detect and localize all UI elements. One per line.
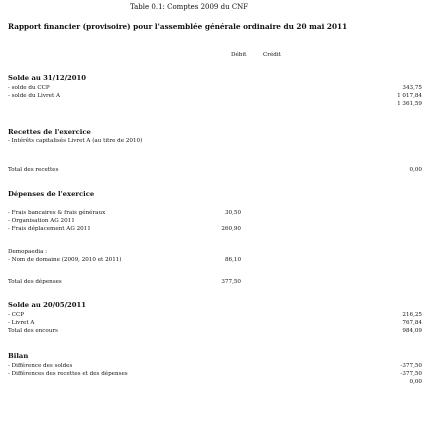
- row-label: - Organisation AG 2011: [8, 218, 75, 224]
- row-credit: 0,00: [409, 379, 422, 385]
- section-heading-solde-end: Solde au 20/05/2011: [8, 301, 86, 309]
- row-credit: 1 361,59: [397, 101, 422, 107]
- section-heading-bilan: Bilan: [8, 352, 29, 360]
- section-heading-solde-start: Solde au 31/12/2010: [8, 74, 86, 82]
- credit-column-header: Crédit: [263, 52, 281, 58]
- row-label: - solde du Livret A: [8, 93, 61, 99]
- row-debit: 86,10: [224, 257, 241, 263]
- row-label: - Frais déplacement AG 2011: [8, 226, 91, 232]
- total-label: Total des dépenses: [8, 279, 62, 285]
- row-credit: 984,09: [402, 328, 422, 334]
- row-label: - Nom de domaine (2009, 2010 et 2011): [8, 257, 122, 263]
- row-credit: 343,75: [402, 85, 422, 91]
- subheading-demopaedia: Demopaedia :: [8, 249, 48, 255]
- row-label: - Différences des recettes et des dépenses: [8, 371, 128, 377]
- total-credit: 0,00: [409, 167, 422, 173]
- row-credit: 216,25: [402, 312, 422, 318]
- row-label: - Livret A: [8, 320, 35, 326]
- row-debit: 30,50: [224, 210, 241, 216]
- row-label: - CCP: [8, 312, 24, 318]
- total-debit: 377,50: [221, 279, 241, 285]
- row-label: - Différence des soldes: [8, 363, 73, 369]
- row-label: - Intérêts capitalisés Livret A (au titre de 2010): [8, 138, 143, 144]
- section-heading-depenses: Dépenses de l'exercice: [8, 190, 95, 198]
- row-credit: -377,50: [400, 363, 422, 369]
- debit-column-header: Débit: [231, 52, 247, 58]
- section-heading-recettes: Recettes de l'exercice: [8, 128, 91, 136]
- row-label: - solde du CCP: [8, 85, 50, 91]
- row-credit: 767,84: [402, 320, 422, 326]
- row-label: - Frais bancaires & frais généraux: [8, 210, 106, 216]
- total-label: Total des recettes: [8, 167, 59, 173]
- row-credit: -377,50: [400, 371, 422, 377]
- row-label: Total des encours: [8, 328, 58, 334]
- row-debit: 260,90: [221, 226, 241, 232]
- report-title: Rapport financier (provisoire) pour l'assemblée générale ordinaire du 20 mai 2011: [8, 22, 348, 31]
- row-credit: 1 017,84: [397, 93, 422, 99]
- table-caption: Table 0.1: Comptes 2009 du CNF: [130, 3, 249, 11]
